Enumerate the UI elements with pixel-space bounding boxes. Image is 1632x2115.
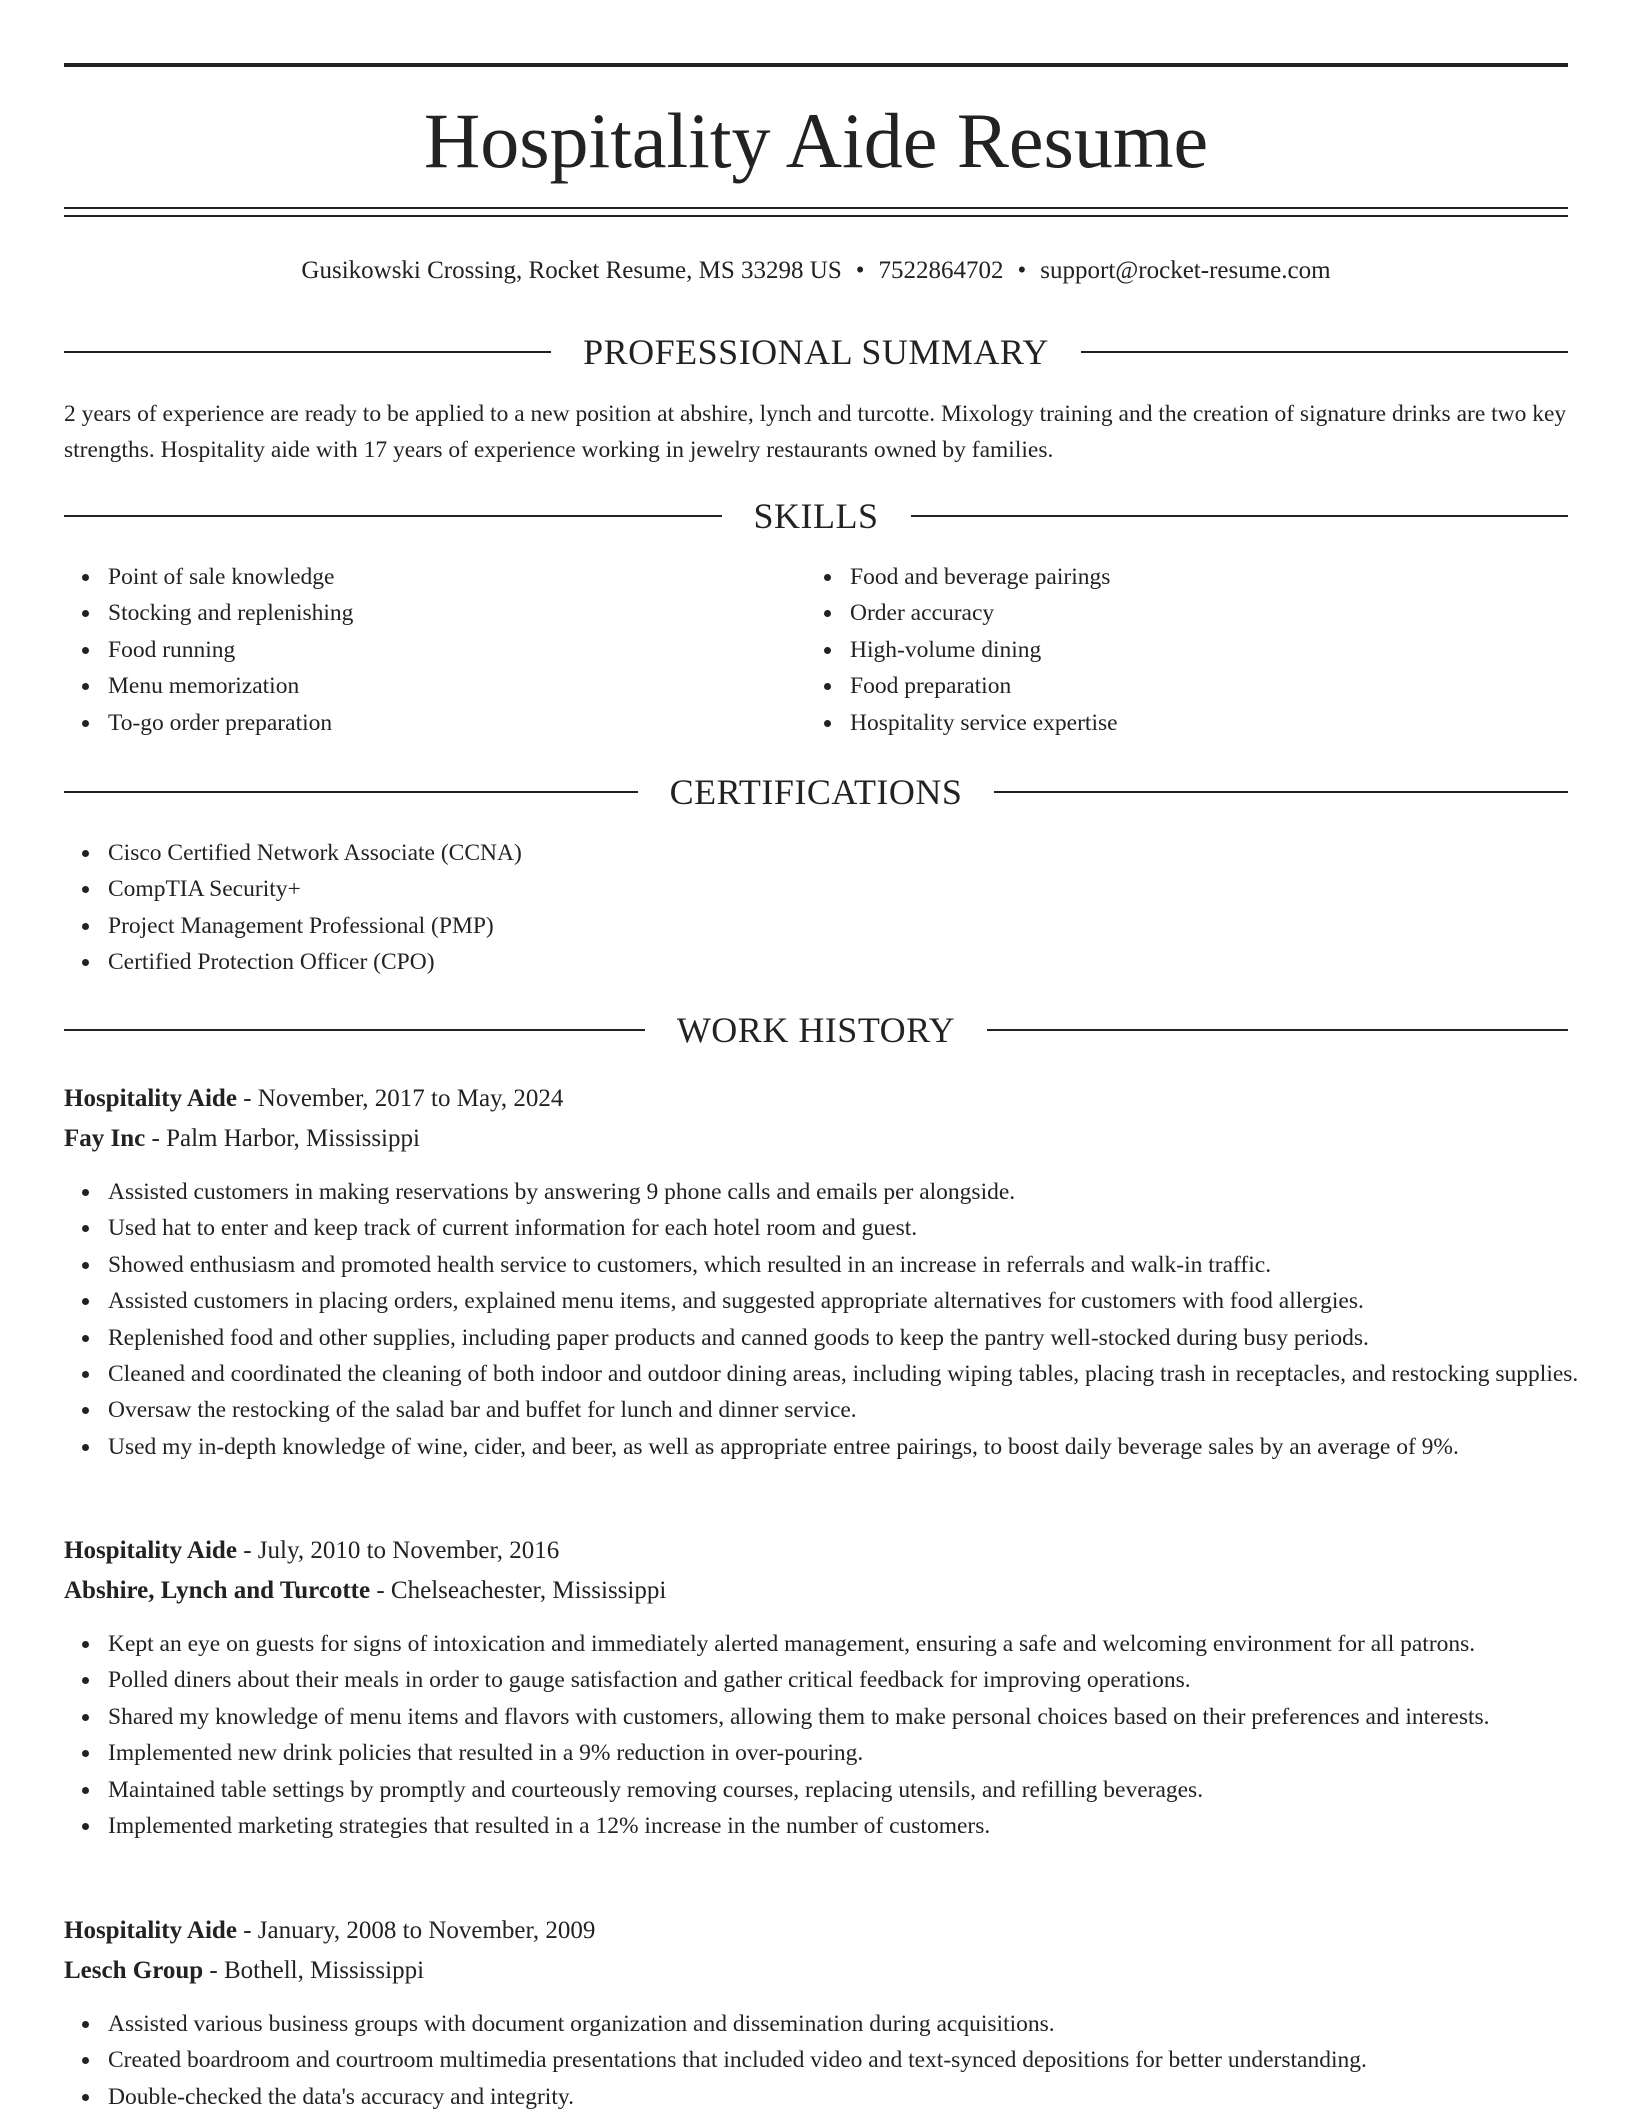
job-company: Lesch Group (64, 1957, 204, 1984)
job-dates: - November, 2017 to May, 2024 (236, 1085, 564, 1112)
certifications-heading-label: CERTIFICATIONS (669, 772, 963, 812)
heading-rule-left (64, 1029, 645, 1031)
job-location: - Bothell, Mississippi (203, 1957, 425, 1984)
job-bullet: Oversaw the restocking of the salad bar and buffet for lunch and dinner service. (108, 1392, 1612, 1428)
job-company-line (64, 1122, 1568, 1156)
page-title: Hospitality Aide Resume (423, 97, 1209, 184)
header-rule-upper (64, 207, 1568, 209)
contact-separator: • (855, 257, 865, 284)
job-bullet: Replenished food and other supplies, including paper products and canned goods to keep the pantry well-stocked during busy periods. (108, 1320, 1612, 1356)
job-company-line (64, 1574, 1568, 1608)
job-title: Hospitality Aide (64, 1085, 237, 1112)
certifications-list (64, 835, 1548, 981)
heading-rule-left (64, 515, 722, 517)
job-location: - Chelseachester, Mississippi (370, 1577, 667, 1604)
job-bullet: Double-checked the data's accuracy and integrity. (108, 2079, 1612, 2115)
skills-list-left (64, 559, 798, 741)
header-rule-lower (64, 215, 1568, 217)
job-bullet: Implemented marketing strategies that resulted in a 12% increase in the number of customers. (108, 1808, 1612, 1844)
job-title: Hospitality Aide (64, 1537, 237, 1564)
summary-text: 2 years of experience are ready to be applied to a new position at abshire, lynch and turcotte. Mixology training and the creation of signature drinks are two key strengths. Hospitality aide with 17 years of experience working in jewelry restaurants owned by families. (64, 401, 1567, 463)
job-bullets (64, 1626, 1612, 1844)
skill-item: Stocking and replenishing (108, 595, 798, 631)
job-bullets (64, 1174, 1612, 1465)
skill-item: Food preparation (850, 668, 1540, 704)
job-bullet: Kept an eye on guests for signs of intoxication and immediately alerted management, ensuring a safe and welcoming environment for all patrons. (108, 1626, 1612, 1662)
certification-item: Project Management Professional (PMP) (108, 908, 1548, 944)
contact-separator: • (1017, 257, 1027, 284)
skill-item: Food running (108, 632, 798, 668)
job-bullet: Created boardroom and courtroom multimedia presentations that included video and text-synced depositions for better understanding. (108, 2042, 1612, 2078)
skill-item: To-go order preparation (108, 705, 798, 741)
job-company: Fay Inc (64, 1125, 146, 1152)
job-dates: - July, 2010 to November, 2016 (236, 1537, 560, 1564)
summary-heading-label: PROFESSIONAL SUMMARY (583, 332, 1049, 372)
job-bullet: Used hat to enter and keep track of current information for each hotel room and guest. (108, 1210, 1612, 1246)
skills-list-right (806, 559, 1540, 741)
job-bullet: Showed enthusiasm and promoted health service to customers, which resulted in an increase in referrals and walk-in traffic. (108, 1247, 1612, 1283)
job-bullet: Assisted customers in placing orders, explained menu items, and suggested appropriate alternatives for customers with food allergies. (108, 1283, 1612, 1319)
job-title-line (64, 1534, 1568, 1568)
certifications-heading (64, 770, 1568, 814)
heading-rule-right (1081, 351, 1568, 353)
skill-item: Point of sale knowledge (108, 559, 798, 595)
contact-email: support@rocket-resume.com (1040, 257, 1331, 284)
job-title-line (64, 1914, 1568, 1948)
skill-item: Food and beverage pairings (850, 559, 1540, 595)
job-company-line (64, 1954, 1568, 1988)
work-history-heading (64, 1008, 1568, 1052)
work-history-heading-label: WORK HISTORY (676, 1010, 956, 1050)
certification-item: Cisco Certified Network Associate (CCNA) (108, 835, 1548, 871)
job-bullet: Polled diners about their meals in order to gauge satisfaction and gather critical feedback for improving operations. (108, 1662, 1612, 1698)
skills-heading-label: SKILLS (753, 496, 879, 536)
job-bullet: Assisted customers in making reservations by answering 9 phone calls and emails per alongside. (108, 1174, 1612, 1210)
heading-rule-right (987, 1029, 1568, 1031)
contact-address: Gusikowski Crossing, Rocket Resume, MS 33298 US (301, 257, 842, 284)
skill-item: Hospitality service expertise (850, 705, 1540, 741)
job-company: Abshire, Lynch and Turcotte (64, 1577, 371, 1604)
job-bullets (64, 2006, 1612, 2115)
contact-line (64, 254, 1568, 288)
skills-heading (64, 494, 1568, 538)
heading-rule-left (64, 351, 551, 353)
header-top-rule (64, 63, 1568, 67)
heading-rule-right (994, 791, 1568, 793)
heading-rule-left (64, 791, 638, 793)
heading-rule-right (911, 515, 1569, 517)
job-bullet: Used my in-depth knowledge of wine, cider, and beer, as well as appropriate entree pairings, to boost daily beverage sales by an average of 9%. (108, 1429, 1612, 1465)
skill-item: Menu memorization (108, 668, 798, 704)
job-bullet: Maintained table settings by promptly and courteously removing courses, replacing utensils, and refilling beverages. (108, 1772, 1612, 1808)
skill-item: Order accuracy (850, 595, 1540, 631)
certification-item: Certified Protection Officer (CPO) (108, 944, 1548, 980)
job-dates: - January, 2008 to November, 2009 (236, 1917, 596, 1944)
contact-phone: 7522864702 (878, 257, 1004, 284)
skill-item: High-volume dining (850, 632, 1540, 668)
job-title-line (64, 1082, 1568, 1116)
summary-heading (64, 330, 1568, 374)
job-bullet: Cleaned and coordinated the cleaning of both indoor and outdoor dining areas, including wiping tables, placing trash in receptacles, and restocking supplies. (108, 1356, 1612, 1392)
job-bullet: Implemented new drink policies that resulted in a 9% reduction in over-pouring. (108, 1735, 1612, 1771)
job-bullet: Shared my knowledge of menu items and flavors with customers, allowing them to make personal choices based on their preferences and interests. (108, 1699, 1612, 1735)
job-location: - Palm Harbor, Mississippi (145, 1125, 420, 1152)
job-bullet: Assisted various business groups with document organization and dissemination during acquisitions. (108, 2006, 1612, 2042)
job-title: Hospitality Aide (64, 1917, 237, 1944)
certification-item: CompTIA Security+ (108, 871, 1548, 907)
